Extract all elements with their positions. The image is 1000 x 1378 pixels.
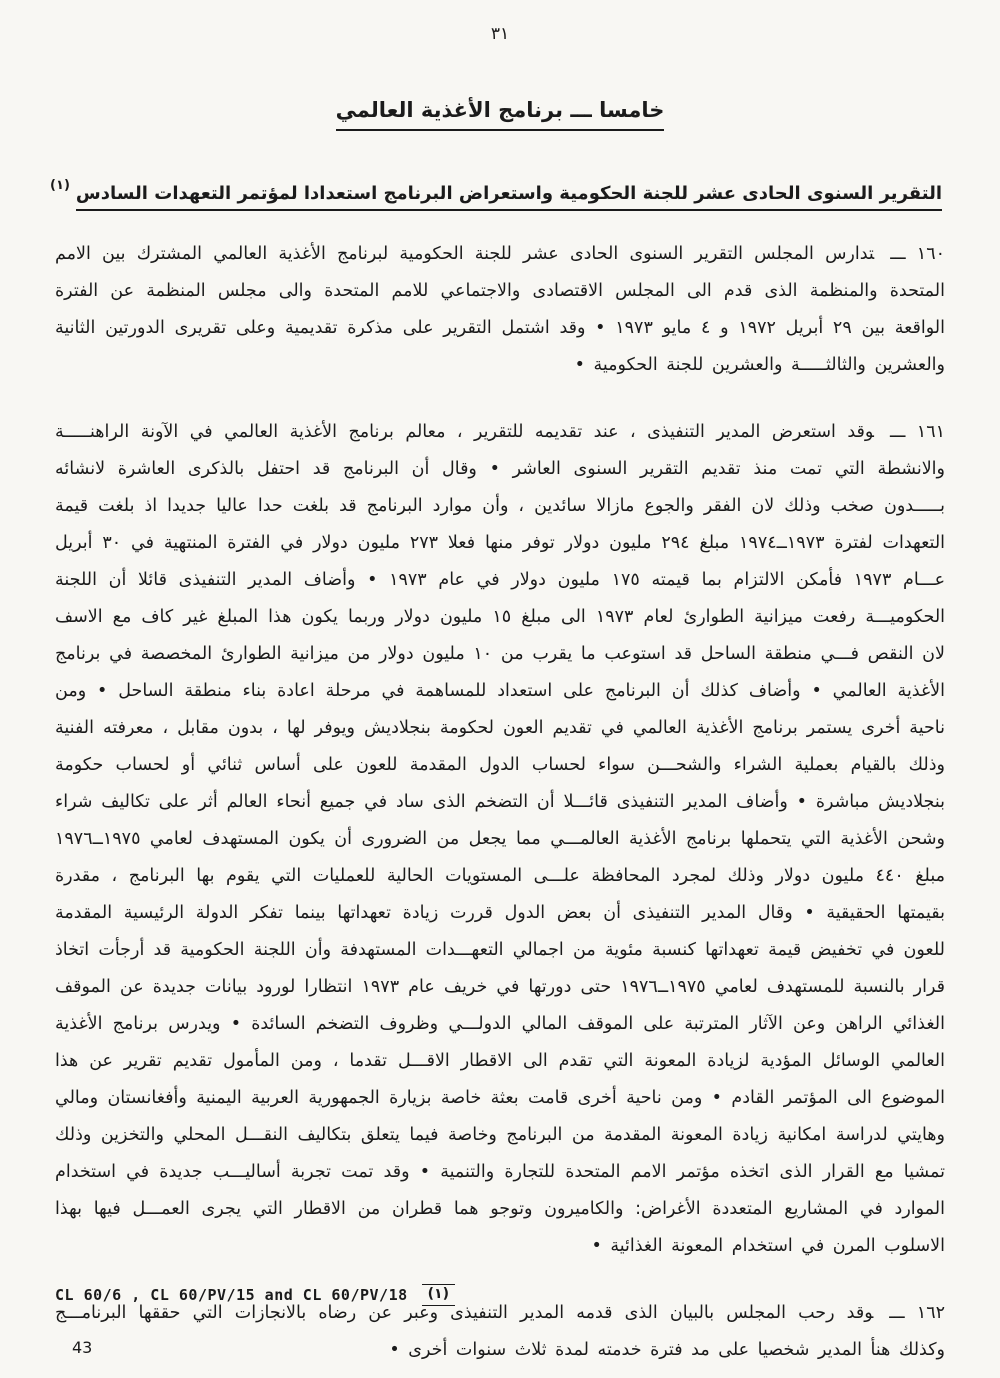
- document-body: [55, 236, 945, 1378]
- page-number-top: ٣١: [490, 24, 510, 44]
- footnote-text: CL 60/6 , CL 60/PV/15 and CL 60/PV/18: [55, 1286, 408, 1304]
- paragraph-text: تدارس المجلس التقرير السنوى الحادى عشر للجنة الحكومية لبرنامج الأغذية العالمي المشترك بين الامم المتحدة والمنظمة الذى قدم الى المجلس الاقتصادى والاجتماعي للامم المتحدة والى مجلس المنظمة عن الفترة الواقعة بين ٢٩ أبريل ١٩٧٢ و ٤ مايو ١٩٧٣ • وقد اشتمل التقرير على مذكرة تقديمية وعلى تقريرى الدورتين الثانية والعشرين والثالثـــــة والعشرين للجنة الحكومية •: [55, 244, 945, 375]
- section-heading-wrap: [0, 98, 1000, 131]
- paragraph-number: ١٦٠ ـــ: [890, 244, 945, 264]
- section-heading: خامسا ـــ برنامج الأغذية العالمي: [336, 98, 665, 131]
- report-title: التقرير السنوى الحادى عشر للجنة الحكومية واستعراض البرنامج استعدادا لمؤتمر التعهدات السادس: [76, 183, 942, 211]
- paragraph-text: وقد رحب المجلس بالبيان الذى قدمه المدير التنفيذى وعبر عن رضاه بالانجازات التي حققها البرنامـــج وكذلك هنأ المدير شخصيا على مد فترة خدمته لمدة ثلاث سنوات أخرى •: [55, 1303, 945, 1360]
- footnote: [55, 1284, 945, 1306]
- footnote-inner: [55, 1284, 455, 1306]
- report-title-wrap: [30, 178, 942, 204]
- footnote-ref-mark: (١): [422, 1284, 455, 1306]
- paragraph-text: وقد استعرض المدير التنفيذى ، عند تقديمه للتقرير ، معالم برنامج الأغذية العالمي في الآونة الراهنـــــة والانشطة التي تمت منذ تقديم التقرير السنوى العاشر • وقال أن البرنامج قد احتفل بالذكرى العاشرة لانشائه بـــــدون صخب وذلك لان الفقر والجوع مازالا سائدين ، وأن موارد البرنامج قد بلغت حدا عاليا جديدا اذ بلغت قيمة التعهدات لفترة ١٩٧٣ــ١٩٧٤ مبلغ ٢٩٤ مليون دولار توفر منها فعلا ٢٧٣ مليون دولار في الفترة المنتهية في ٣٠ أبريل عـــام ١٩٧٣ فأمكن الالتزام بما قيمته ١٧٥ مليون دولار في عام ١٩٧٣ • وأضاف المدير التنفيذى قائلا أن اللجنة الحكوميـــة رفعت ميزانية الطوارئ لعام ١٩٧٣ الى مبلغ ١٥ مليون دولار وربما يكون هذا المبلغ غير كاف مع الاسف لان النقص فـــي منطقة الساحل قد استوعب ما يقرب من ١٠ مليون دولار من ميزانية الطوارئ المخصصة في برنامج الأغذية العالمي • وأضاف كذلك أن البرنامج على استعداد للمساهمة في مرحلة اعادة بناء منطقة الساحل • ومن ناحية أخرى يستمر برنامج الأغذية العالمي في تقديم العون لحكومة بنجلاديش ويوفر لها ، بدون مقابل ، معرفته الفنية وذلك بالقيام بعملية الشراء والشحـــن سواء لحساب الدول المقدمة للعون على أساس ثنائي أو لحساب حكومة بنجلاديش مباشرة • وأضاف المدير التنفيذى قائـــلا أن التضخم الذى ساد في جميع أنحاء العالم أثر على تكاليف شراء وشحن الأغذية التي يتحملها برنامج الأغذية العالمـــي مما يجعل من الضرورى أن يكون المستهدف لعامي ١٩٧٥ــ١٩٧٦ مبلغ ٤٤٠ مليون دولار وذلك لمجرد المحافظة علـــى المستويات الحالية للعمليات التي يقوم بها البرنامج ، مقدرة بقيمتها الحقيقية • وقال المدير التنفيذى أن بعض الدول قررت زيادة تعهداتها بينما تفكر الدولة الرئيسية المقدمة للعون في تخفيض قيمة تعهداتها كنسبة مئوية من اجمالي التعهـــدات المستهدفة وأن اللجنة الحكومية قد أرجأت اتخاذ قرار بالنسبة للمستهدف لعامي ١٩٧٥ــ١٩٧٦ حتى دورتها في خريف عام ١٩٧٣ انتظارا لورود بيانات جديدة عن الموقف الغذائي الراهن وعن الآثار المترتبة على الموقف المالي الدولـــي وظروف التضخم السائدة • ويدرس برنامج الأغذية العالمي الوسائل المؤدية لزيادة المعونة التي تقدم الى الاقطار الاقـــل تقدما ، ومن المأمول تقديم تقرير عن هذا الموضوع الى المؤتمر القادم • ومن ناحية أخرى قامت بعثة خاصة بزيارة الجمهورية العربية اليمنية وأفغانستان ومالي وهايتي لدراسة امكانية زيادة المعونة المقدمة من البرنامج وخاصة فيما يتعلق بتكاليف النقـــل المحلي والتخزين وذلك تمشيا مع القرار الذى اتخذه مؤتمر الامم المتحدة للتجارة والتنمية • وقد تمت تجربة أساليـــب جديدة في استخدام الموارد في المشاريع المتعددة الأغراض: والكاميرون وتوجو هما قطران من الاقطار التي يجرى العمـــل فيها بهذا الاسلوب المرن في استخدام المعونة الغذائية •: [55, 422, 946, 1256]
- paragraph-161: [55, 414, 945, 1265]
- paragraph-number: ١٦١ ـــ: [889, 422, 945, 442]
- page-number-bottom: 43: [72, 1338, 93, 1357]
- paragraph-162: [55, 1295, 945, 1369]
- paragraph-160: [55, 236, 945, 384]
- footnote-reference-mark: (١): [50, 178, 70, 193]
- paragraph-number: ١٦٢ ـــ: [889, 1303, 945, 1323]
